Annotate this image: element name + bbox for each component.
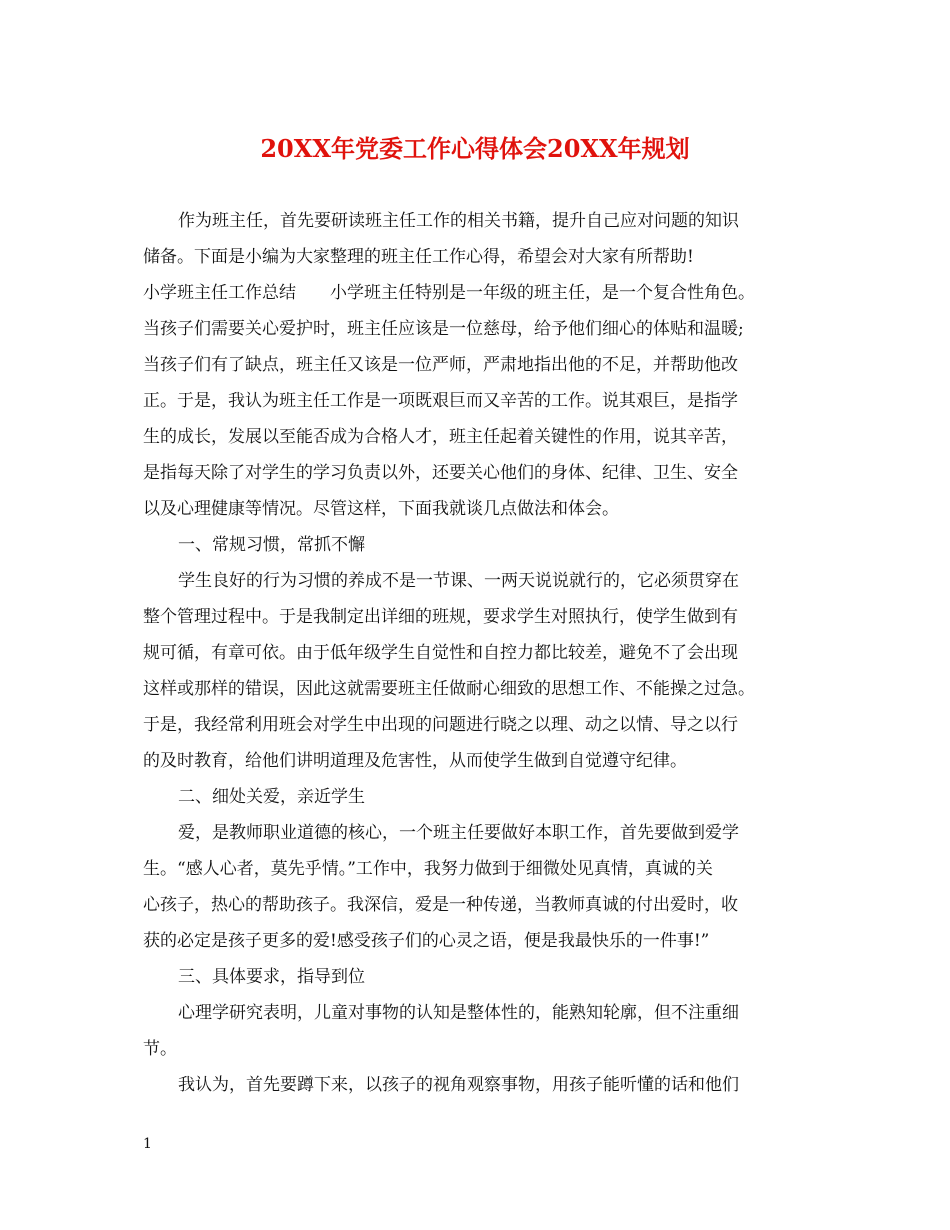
paragraph-line: 当孩子们有了缺点，班主任又该是一位严师，严肃地指出他的不足，并帮助他改	[143, 355, 738, 375]
paragraph-line: 获的必定是孩子更多的爱!感受孩子们的心灵之语，便是我最快乐的一件事!”	[143, 931, 710, 951]
paragraph-line: 以及心理健康等情况。尽管这样，下面我就谈几点做法和体会。	[143, 499, 619, 519]
section-heading: 一、常规习惯，常抓不懈	[178, 535, 365, 555]
paragraph-line: 我认为，首先要蹲下来，以孩子的视角观察事物，用孩子能听懂的话和他们	[178, 1075, 739, 1095]
paragraph-line: 于是，我经常利用班会对学生中出现的问题进行晓之以理、动之以情、导之以行	[143, 715, 738, 735]
paragraph-line: 生。“感人心者，莫先乎情。”工作中，我努力做到于细微处见真情，真诚的关	[143, 859, 713, 879]
paragraph-line: 学生良好的行为习惯的养成不是一节课、一两天说说就行的，它必须贯穿在	[178, 571, 739, 591]
paragraph-line: 心孩子，热心的帮助孩子。我深信，爱是一种传递，当教师真诚的付出爱时，收	[143, 895, 738, 915]
paragraph-line: 这样或那样的错误，因此这就需要班主任做耐心细致的思想工作、不能操之过急。	[143, 679, 755, 699]
section-heading: 二、细处关爱，亲近学生	[178, 787, 365, 807]
page-number: 1	[143, 1136, 152, 1152]
paragraph-line: 作为班主任，首先要研读班主任工作的相关书籍，提升自己应对问题的知识	[178, 211, 739, 231]
paragraph-line: 正。于是，我认为班主任工作是一项既艰巨而又辛苦的工作。说其艰巨，是指学	[143, 391, 738, 411]
paragraph-line: 储备。下面是小编为大家整理的班主任工作心得，希望会对大家有所帮助!	[143, 247, 694, 267]
paragraph-line: 的及时教育，给他们讲明道理及危害性，从而使学生做到自觉遵守纪律。	[143, 751, 687, 771]
paragraph-line: 心理学研究表明，儿童对事物的认知是整体性的，能熟知轮廓，但不注重细	[178, 1003, 739, 1023]
paragraph-line: 是指每天除了对学生的学习负责以外，还要关心他们的身体、纪律、卫生、安全	[143, 463, 738, 483]
paragraph-line: 整个管理过程中。于是我制定出详细的班规，要求学生对照执行，使学生做到有	[143, 607, 738, 627]
paragraph-line: 规可循，有章可依。由于低年级学生自觉性和自控力都比较差，避免不了会出现	[143, 643, 738, 663]
paragraph-line: 小学班主任工作总结 小学班主任特别是一年级的班主任，是一个复合性角色。	[143, 283, 755, 303]
paragraph-line: 生的成长，发展以至能否成为合格人才，班主任起着关键性的作用，说其辛苦，	[143, 427, 738, 447]
paragraph-line: 节。	[143, 1039, 177, 1059]
page-title: 20XX年党委工作心得体会20XX年规划	[260, 134, 690, 163]
section-heading: 三、具体要求，指导到位	[178, 967, 365, 987]
paragraph-line: 当孩子们需要关心爱护时，班主任应该是一位慈母，给予他们细心的体贴和温暖;	[143, 319, 744, 339]
paragraph-line: 爱，是教师职业道德的核心，一个班主任要做好本职工作，首先要做到爱学	[178, 823, 739, 843]
